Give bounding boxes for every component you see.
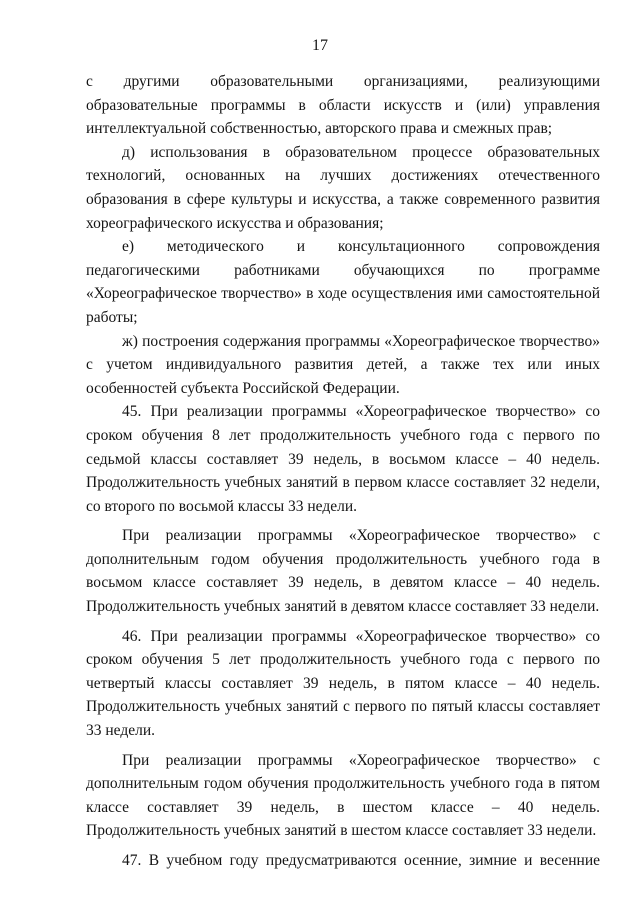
paragraph-item-d: д) использования в образовательном процессе образовательных технологий, основанных на лучших достижениях отечественного образования в сфере культуры и искусства, а также современного развития хореографического искусства и образования;	[86, 143, 600, 232]
paragraph-item-zh: ж) построения содержания программы «Хореографическое творчество» с учетом индивидуального развития детей, а также тех или иных особенностей субъекта Российской Федерации.	[86, 332, 600, 397]
paragraph-46-additional-year: При реализации программы «Хореографическое творчество» с дополнительным годом обучения продолжительность учебного года в пятом классе составляет 39 недель, в шестом классе – 40 недель. Продолжительность учебных занятий в шестом классе составляет 33 недели.	[86, 751, 600, 840]
paragraph-47: 47. В учебном году предусматриваются осенние, зимние и весенние	[122, 852, 600, 869]
paragraph-item-e: е) методического и консультационного сопровождения педагогическими работниками обучающихся по программе «Хореографическое творчество» в ходе осуществления ими самостоятельной работы;	[86, 238, 600, 326]
page-number: 17	[312, 37, 328, 54]
document-body	[86, 70, 600, 873]
paragraph-continuation: с другими образовательными организациями, реализующими образовательные программы в области искусств и (или) управления интеллектуальной собственностью, авторского права и смежных прав;	[86, 73, 600, 138]
paragraph-45: 45. При реализации программы «Хореографическое творчество» со сроком обучения 8 лет продолжительность учебного года с первого по седьмой классы составляет 39 недель, в восьмом классе – 40 недель. Продолжительность учебных занятий в первом классе составляет 32 недели, со второго по восьмой классы 33 недели.	[86, 403, 600, 515]
paragraph-45-additional-year: При реализации программы «Хореографическое творчество» с дополнительным годом обучения продолжительность учебного года в восьмом классе составляет 39 недель, в девятом классе – 40 недель. Продолжительность учебных занятий в девятом классе составляет 33 недели.	[86, 527, 600, 616]
paragraph-46: 46. При реализации программы «Хореографическое творчество» со сроком обучения 5 лет продолжительность учебного года с первого по четвертый классы составляет 39 недель, в пятом классе – 40 недель. Продолжительность учебных занятий с первого по пятый классы составляет 33 недели.	[86, 627, 600, 740]
